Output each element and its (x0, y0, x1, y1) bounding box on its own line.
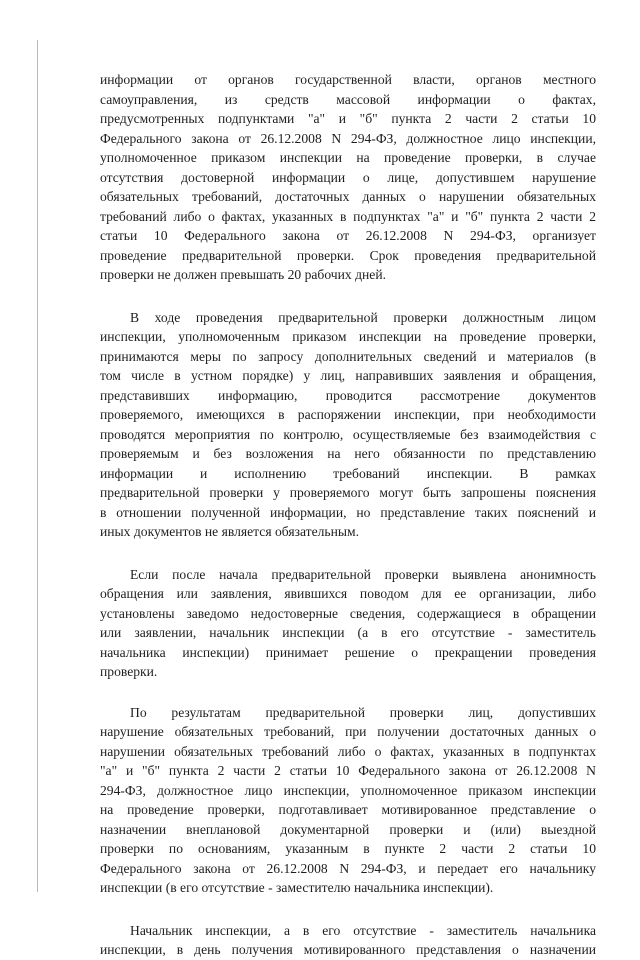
text-line: инспекции (в его отсутствие - заместителю начальника инспекции). (100, 880, 494, 895)
text-line: проверяемым и без возложения на него обязанности по представлению (100, 446, 596, 461)
text-line: том числе в устном порядке) у лиц, направивших заявления и обращения, (100, 368, 596, 383)
text-line: информации от органов государственной власти, органов местного (100, 72, 596, 87)
text-line: инспекции, уполномоченным приказом инспекции на проведение проверки, (100, 329, 596, 344)
text-line: начальника инспекции) принимает решение о прекращении проведения (100, 644, 596, 660)
text-line: предусмотренных подпунктами "а" и "б" пункта 2 части 2 статьи 10 (100, 111, 596, 126)
text-line: Если после начала предварительной проверки выявлена анонимность (130, 566, 596, 582)
text-line: уполномоченное приказом инспекции на проведение проверки, в случае (100, 150, 596, 165)
text-line: проводятся мероприятия по контролю, осуществляемые без взаимодействия с (100, 426, 596, 442)
text-line: на проведение проверки, подготавливает мотивированное представление о (100, 802, 596, 817)
text-line: или заявлении, начальник инспекции (а в его отсутствие - заместитель (100, 625, 596, 640)
text-line: самоуправления, из средств массовой информации о фактах, (100, 91, 596, 107)
text-line: В ходе проведения предварительной проверки должностным лицом (130, 309, 596, 325)
text-line: нарушении обязательных требований либо о фактах, указанных в подпунктах (100, 743, 596, 759)
paragraph-3 (100, 565, 596, 682)
text-line: предварительной проверки у проверяемого могут быть запрошены пояснения (100, 485, 596, 500)
text-line: Федерального закона от 26.12.2008 N 294-ФЗ, должностное лицо инспекции, (100, 130, 596, 146)
paragraph-4 (100, 703, 596, 898)
text-line: проверяемого, имеющихся в распоряжении инспекции, при необходимости (100, 407, 596, 422)
text-line: обязательных требований, достаточных данных о нарушении обязательных (100, 189, 596, 204)
text-line: установлены заведомо недостоверные сведения, содержащиеся в обращении (100, 605, 596, 621)
text-line: принимаются меры по запросу дополнительных сведений и материалов (в (100, 348, 596, 364)
text-line: "а" и "б" пункта 2 части 2 статьи 10 Федерального закона от 26.12.2008 N (100, 763, 596, 778)
text-line: проверки. (100, 664, 158, 679)
paragraph-1 (100, 70, 596, 285)
text-line: иных документов не является обязательным. (100, 524, 360, 539)
text-line: По результатам предварительной проверки лиц, допустивших (130, 704, 596, 720)
text-line: инспекции, в день получения мотивированного представления о назначении (100, 942, 596, 957)
paragraph-5 (100, 921, 596, 960)
text-line: требований либо о фактах, указанных в подпунктах "а" и "б" пункта 2 части 2 (100, 208, 596, 224)
text-line: 294-ФЗ, должностное лицо инспекции, уполномоченное приказом инспекции (100, 782, 596, 798)
text-line: Начальник инспекции, а в его отсутствие - заместитель начальника (130, 922, 596, 938)
text-line: в отношении полученной информации, но представление таких пояснений и (100, 504, 596, 520)
text-line: проверки не должен превышать 20 рабочих дней. (100, 267, 386, 282)
text-line: проведение предварительной проверки. Срок проведения предварительной (100, 247, 596, 263)
document-page (100, 70, 596, 960)
text-line: нарушение обязательных требований, при получении достаточных данных о (100, 724, 596, 739)
text-line: обращения или заявления, явившихся поводом для ее организации, либо (100, 586, 596, 601)
text-line: Федерального закона от 26.12.2008 N 294-ФЗ, и передает его начальнику (100, 860, 596, 876)
text-line: информации и исполнению требований инспекции. В рамках (100, 465, 596, 481)
text-line: отсутствия достоверной информации о лице, допустившем нарушение (100, 169, 596, 185)
text-line: статьи 10 Федерального закона от 26.12.2008 N 294-ФЗ, организует (100, 228, 596, 243)
left-margin-line (37, 40, 38, 892)
text-line: проверки по основаниям, указанным в пункте 2 части 2 статьи 10 (100, 841, 596, 856)
paragraph-2 (100, 308, 596, 542)
text-line: назначении внеплановой документарной проверки и (или) выездной (100, 821, 596, 837)
text-line: представивших информацию, проводится рассмотрение документов (100, 387, 596, 403)
